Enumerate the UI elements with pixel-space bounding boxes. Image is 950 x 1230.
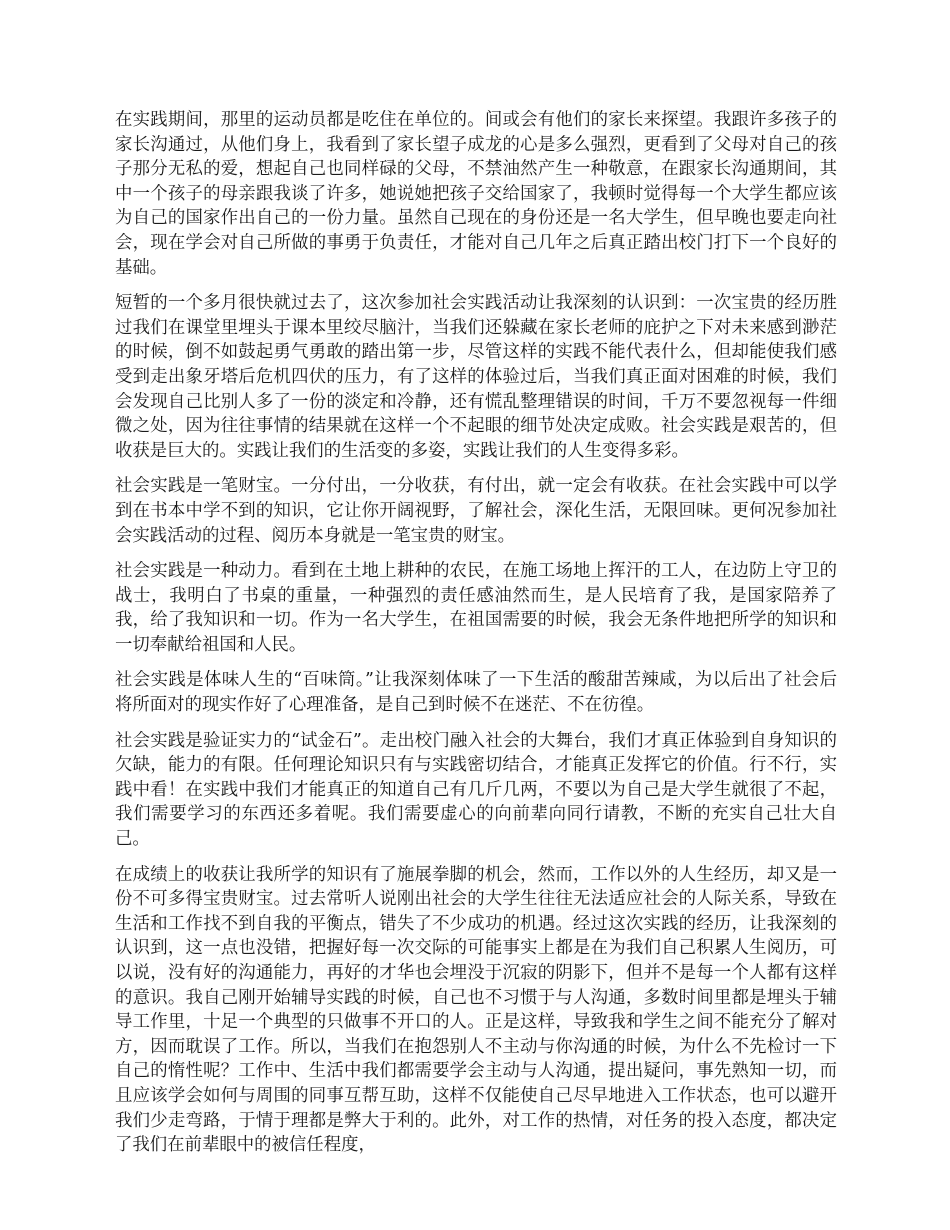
paragraph-1: 在实践期间，那里的运动员都是吃住在单位的。间或会有他们的家长来探望。我跟许多孩子的家长沟通过，从他们身上，我看到了家长望子成龙的心是多么强烈，更看到了父母对自己的孩子那分无私的爱，想起自己也同样碌的父母，不禁油然产生一种敬意，在跟家长沟通期间，其中一个孩子的母亲跟我谈了许多，她说她把孩子交给国家了，我顿时觉得每一个大学生都应该为自己的国家作出自己的一份力量。虽然自己现在的身份还是一名大学生，但早晚也要走向社会，现在学会对自己所做的事勇于负责任，才能对自己几年之后真正踏出校门打下一个良好的基础。: [115, 110, 837, 278]
document-page: [115, 108, 837, 1169]
paragraph-2: 短暂的一个多月很快就过去了，这次参加社会实践活动让我深刻的认识到：一次宝贵的经历胜过我们在课堂里埋头于课本里绞尽脑汁，当我们还躲藏在家长老师的庇护之下对未来感到渺茫的时候，倒不如鼓起勇气勇敢的踏出第一步，尽管这样的实践不能代表什么，但却能使我们感受到走出象牙塔后危机四伏的压力，有了这样的体验过后，当我们真正面对困难的时候，我们会发现自己比别人多了一份的淡定和冷静，还有慌乱整理错误的时间，千万不要忽视每一件细微之处，因为往往事情的结果就在这样一个不起眼的细节处决定成败。社会实践是艰苦的，但收获是巨大的。实践让我们的生活变的多姿，实践让我们的人生变得多彩。: [115, 293, 837, 461]
paragraph-3: 社会实践是一笔财宝。一分付出，一分收获，有付出，就一定会有收获。在社会实践中可以学到在书本中学不到的知识，它让你开阔视野，了解社会，深化生活，无限回味。更何况参加社会实践活动的过程、阅历本身就是一笔宝贵的财宝。: [115, 476, 837, 546]
paragraph-6: 社会实践是验证实力的“试金石”。走出校门融入社会的大舞台，我们才真正体验到自身知识的欠缺，能力的有限。任何理论知识只有与实践密切结合，才能真正发挥它的价值。行不行，实践中看！在实践中我们才能真正的知道自己有几斤几两，不要以为自己是大学生就很了不起，我们需要学习的东西还多着呢。我们需要虚心的向前辈向同行请教，不断的充实自己壮大自己。: [115, 730, 837, 850]
paragraph-4: 社会实践是一种动力。看到在土地上耕种的农民，在施工场地上挥汗的工人，在边防上守卫的战士，我明白了书桌的重量，一种强烈的责任感油然而生，是人民培育了我，是国家陪养了我，给了我知识和一切。作为一名大学生，在祖国需要的时候，我会无条件地把所学的知识和一切奉献给祖国和人民。: [115, 561, 837, 655]
paragraph-5: 社会实践是体味人生的“百味筒。”让我深刻体味了一下生活的酸甜苦辣咸，为以后出了社会后将所面对的现实作好了心理准备，是自己到时候不在迷茫、不在彷徨。: [115, 670, 837, 716]
paragraph-7: 在成绩上的收获让我所学的知识有了施展拳脚的机会，然而，工作以外的人生经历，却又是一份不可多得宝贵财宝。过去常听人说刚出社会的大学生往往无法适应社会的人际关系，导致在生活和工作找不到自我的平衡点，错失了不少成功的机遇。经过这次实践的经历，让我深刻的认识到，这一点也没错，把握好每一次交际的可能事实上都是在为我们自己积累人生阅历，可以说，没有好的沟通能力，再好的才华也会埋没于沉寂的阴影下，但并不是每一个人都有这样的意识。我自己刚开始辅导实践的时候，自己也不习惯于与人沟通，多数时间里都是埋头于辅导工作里，十足一个典型的只做事不开口的人。正是这样，导致我和学生之间不能充分了解对方，因而耽误了工作。所以，当我们在抱怨别人不主动与你沟通的时候，为什么不先检讨一下自己的惰性呢？工作中、生活中我们都需要学会主动与人沟通，提出疑问，事先熟知一切，而且应该学会如何与周围的同事互帮互助，这样不仅能使自己尽早地进入工作状态，也可以避开我们少走弯路，于情于理都是弊大于利的。此外，对工作的热情，对任务的投入态度，都决定了我们在前辈眼中的被信任程度，: [115, 864, 837, 1156]
